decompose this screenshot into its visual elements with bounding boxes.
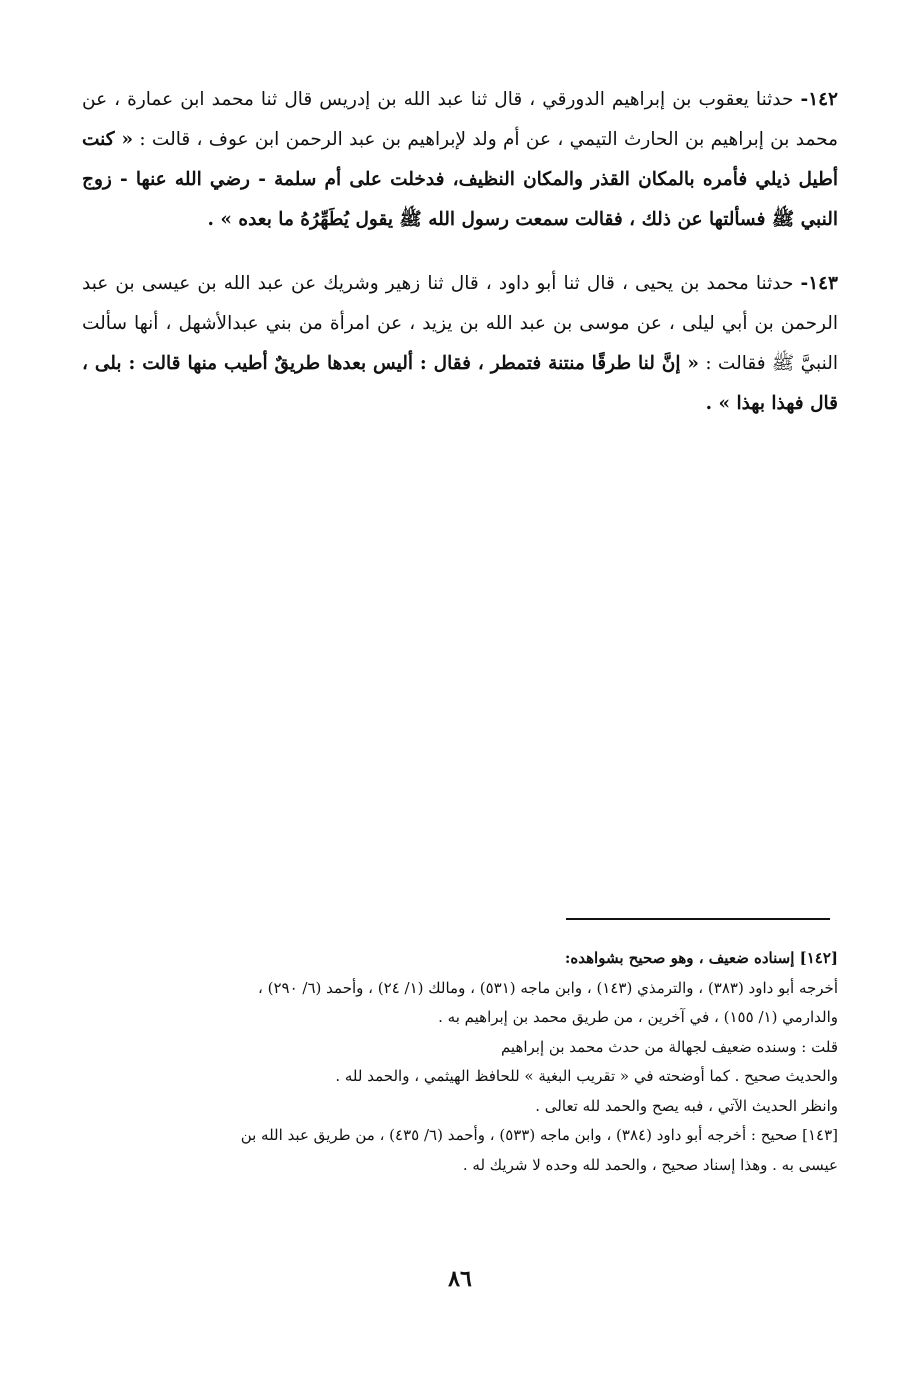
hadith-143 xyxy=(82,264,838,424)
footnote-line: والحديث صحيح . كما أوضحته في « تقريب البغية » للحافظ الهيثمي ، والحمد لله . xyxy=(335,1067,838,1085)
footnote-143-line: [١٤٣] صحيح : أخرجه أبو داود (٣٨٤) ، وابن ماجه (٥٣٣) ، وأحمد (٦/ ٤٣٥) ، من طريق عبد الله بن xyxy=(240,1126,838,1144)
footnote-line: عيسى به . وهذا إسناد صحيح ، والحمد لله وحده لا شريك له . xyxy=(462,1155,838,1174)
hadith-matn: « إنَّ لنا طرقًا منتنة فتمطر ، فقال : أليس بعدها طريقٌ أطيب منها قالت : بلى ، قال فهذا بهذا » . xyxy=(82,353,838,414)
footnote-142-heading: [١٤٢] إسناده ضعيف ، وهو صحيح بشواهده: xyxy=(564,949,838,967)
page-number: ٨٦ xyxy=(448,1266,472,1292)
footnote-line: وانظر الحديث الآتي ، فبه يصح والحمد لله تعالى . xyxy=(535,1096,838,1115)
footnote-separator xyxy=(566,918,830,920)
hadith-number: ١٤٣- xyxy=(800,273,838,294)
hadith-isnad: حدثنا يعقوب بن إبراهيم الدورقي ، قال ثنا عبد الله بن إدريس قال ثنا محمد ابن عمارة ، عن محمد بن إبراهيم بن الحارث التيمي ، عن أم ولد لإبراهيم بن عبد الرحمن ابن عوف ، قالت : xyxy=(82,89,838,150)
hadith-142 xyxy=(82,80,838,240)
footnotes xyxy=(82,944,838,1180)
main-text xyxy=(82,80,838,448)
footnote-line: والدارمي (١/ ١٥٥) ، في آخرين ، من طريق محمد بن إبراهيم به . xyxy=(438,1008,838,1026)
footnote-line: قلت : وسنده ضعيف لجهالة من حدث محمد بن إبراهيم xyxy=(500,1037,838,1056)
hadith-matn: « كنت أطيل ذيلي فأمره بالمكان القذر والمكان النظيف، فدخلت على أم سلمة - رضي الله عنها - زوج النبي ﷺ فسألتها عن ذلك ، فقالت سمعت رسول الله ﷺ يقول يُطَهِّرُهُ ما بعده » . xyxy=(82,129,838,230)
hadith-isnad: حدثنا محمد بن يحيى ، قال ثنا أبو داود ، قال ثنا زهير وشريك عن عبد الله بن عيسى بن عبد الرحمن بن أبي ليلى ، عن موسى بن عبد الله بن يزيد ، عن امرأة من بني عبدالأشهل ، أنها سألت النبيَّ ﷺ فقالت : xyxy=(82,273,838,374)
hadith-number: ١٤٢- xyxy=(800,89,838,110)
footnote-line: أخرجه أبو داود (٣٨٣) ، والترمذي (١٤٣) ، وابن ماجه (٥٣١) ، ومالك (١/ ٢٤) ، وأحمد (٦/ ٢٩٠) ، xyxy=(258,978,838,997)
